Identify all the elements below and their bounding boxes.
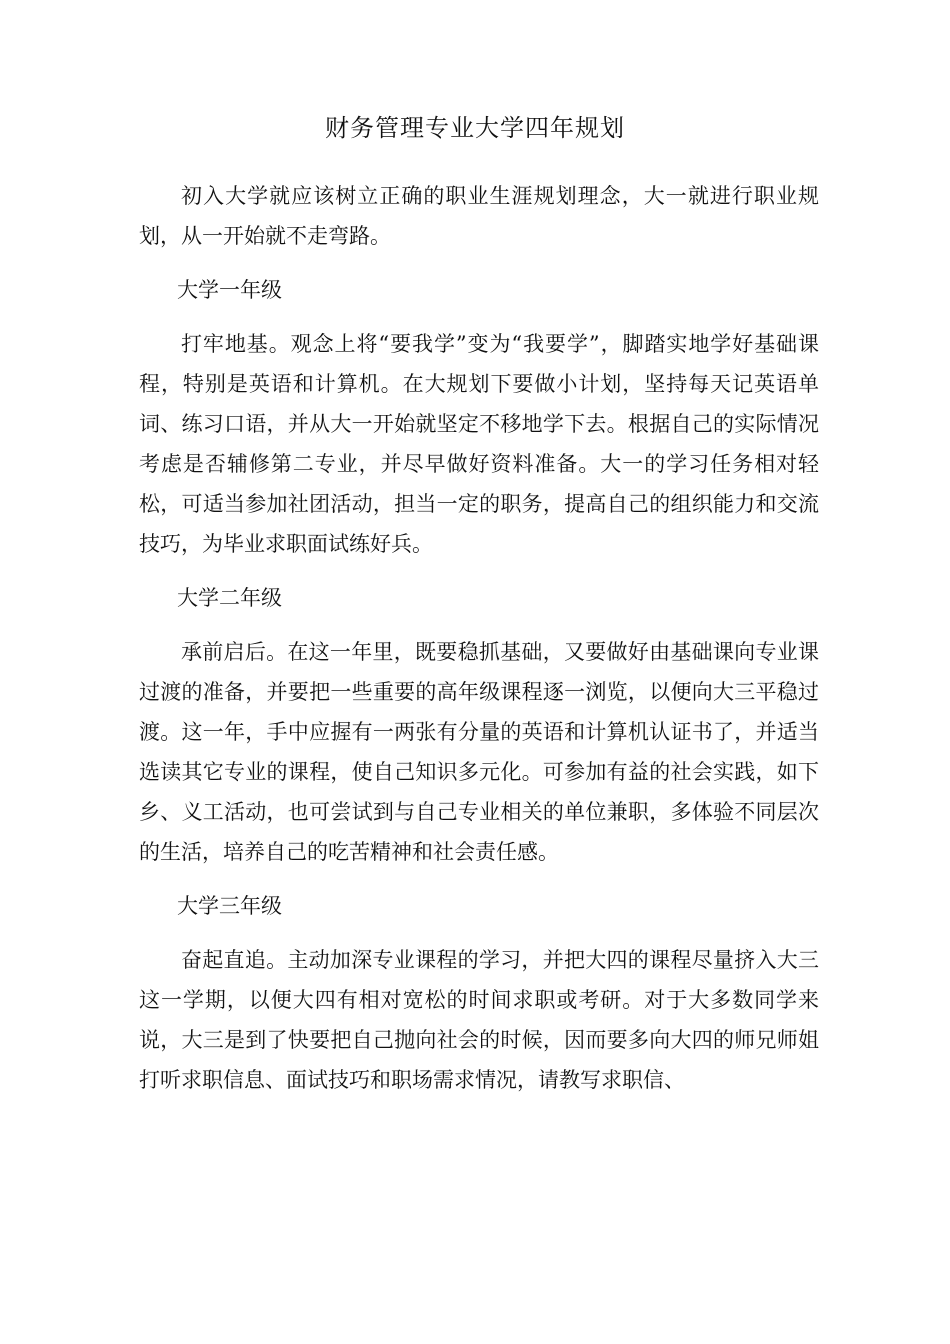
section-body-year-3: 奋起直追。主动加深专业课程的学习，并把大四的课程尽量挤入大三这一学期，以便大四有相对宽松的时间求职或考研。对于大多数同学来说，大三是到了快要把自己抛向社会的时候，因而要多向大四的师兄师姐打听求职信息、面试技巧和职场需求情况，请教写求职信、 [139,948,819,1092]
section-heading-year-2: 大学二年级 [177,586,282,610]
section-heading-year-3: 大学三年级 [177,894,282,918]
section-body-year-1: 打牢地基。观念上将“要我学”变为“我要学”，脚踏实地学好基础课程，特别是英语和计算机。在大规划下要做小计划，坚持每天记英语单词、练习口语，并从大一开始就坚定不移地学下去。根据自己的实际情况考虑是否辅修第二专业，并尽早做好资料准备。大一的学习任务相对轻松，可适当参加社团活动，担当一定的职务，提高自己的组织能力和交流技巧，为毕业求职面试练好兵。 [139,332,819,556]
intro-paragraph: 初入大学就应该树立正确的职业生涯规划理念，大一就进行职业规划，从一开始就不走弯路。 [139,184,819,248]
section-heading-year-1: 大学一年级 [177,278,282,302]
document-title: 财务管理专业大学四年规划 [325,114,625,142]
section-body-year-2: 承前启后。在这一年里，既要稳抓基础，又要做好由基础课向专业课过渡的准备，并要把一些重要的高年级课程逐一浏览，以便向大三平稳过渡。这一年，手中应握有一两张有分量的英语和计算机认证书了，并适当选读其它专业的课程，使自己知识多元化。可参加有益的社会实践，如下乡、义工活动，也可尝试到与自己专业相关的单位兼职，多体验不同层次的生活，培养自己的吃苦精神和社会责任感。 [139,640,819,864]
document-body [139,176,819,1114]
